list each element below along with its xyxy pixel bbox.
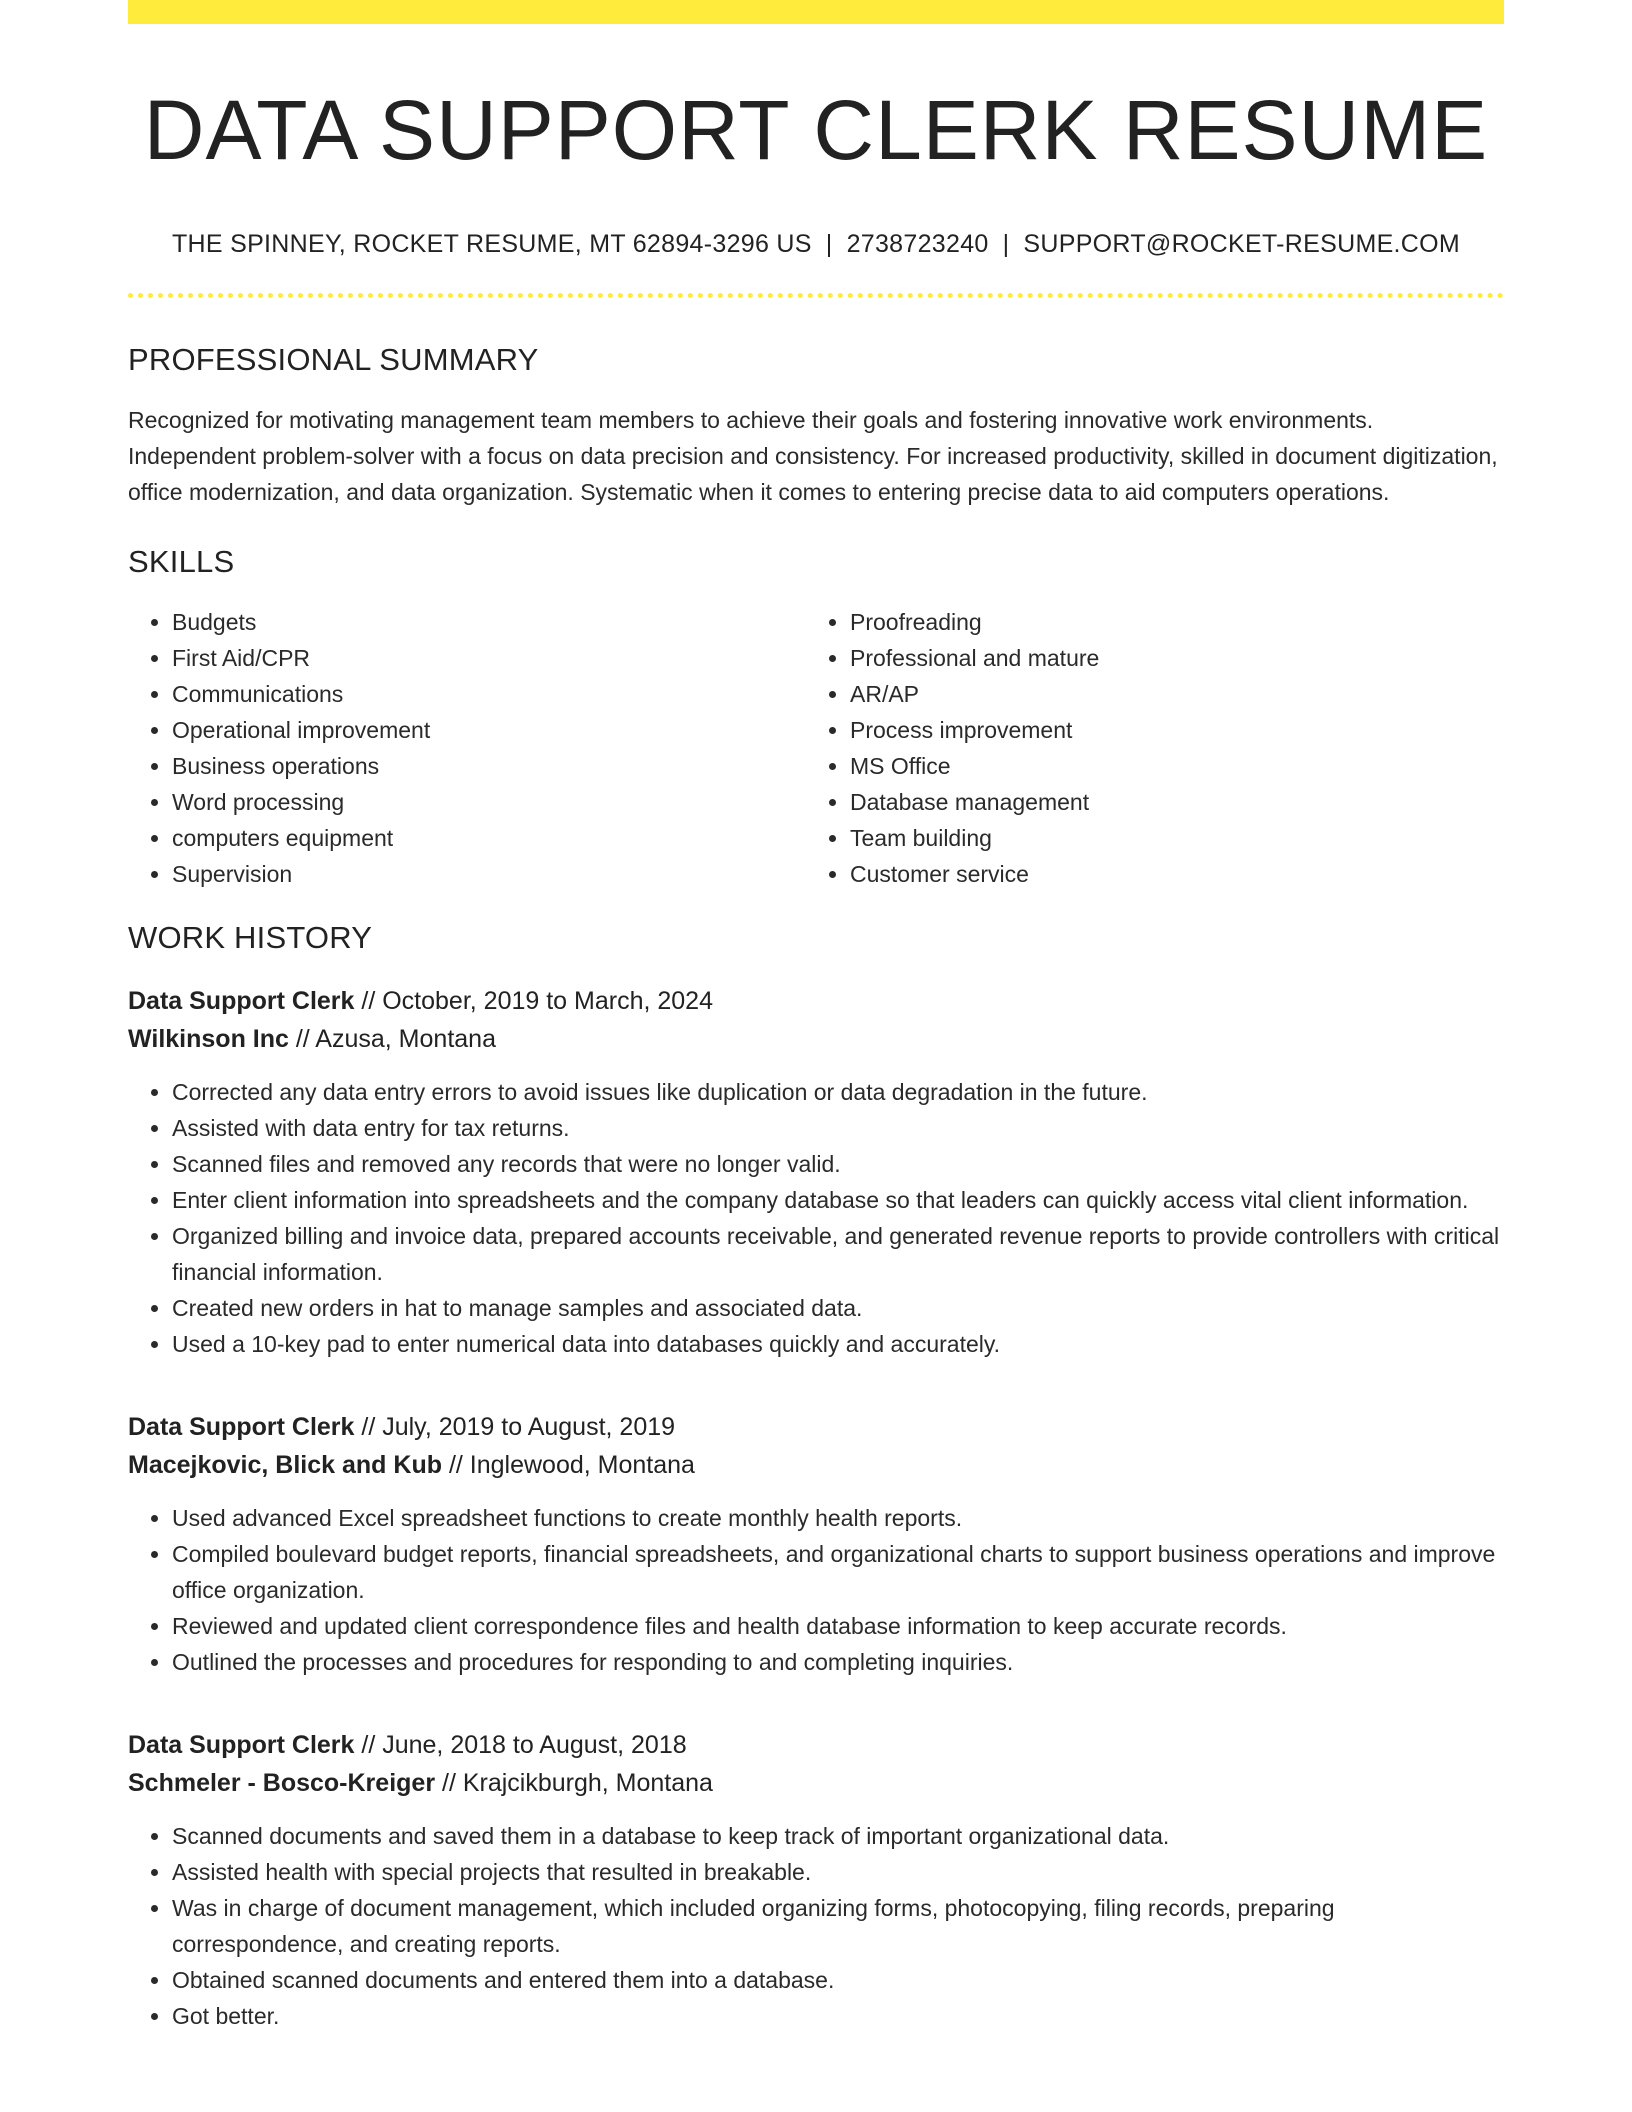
skill-item: • Supervision: [172, 856, 806, 892]
work-history-heading: WORK HISTORY: [128, 920, 373, 956]
skill-item: • Professional and mature: [850, 640, 1484, 676]
job-task-item: • Assisted health with special projects that resulted in breakable.: [172, 1854, 1504, 1890]
skills-grid: [128, 604, 1504, 892]
job-title: Data Support Clerk: [128, 1413, 355, 1442]
skills-list-left: [128, 604, 806, 892]
skills-list-right: [806, 604, 1484, 892]
job-task-item: • Scanned documents and saved them in a database to keep track of important organizational data.: [172, 1818, 1504, 1854]
job-task-item: • Outlined the processes and procedures for responding to and completing inquiries.: [172, 1644, 1504, 1680]
skill-item: • Database management: [850, 784, 1484, 820]
skill-item: • Team building: [850, 820, 1484, 856]
job-task-item: • Organized billing and invoice data, prepared accounts receivable, and generated revenue reports to provide controllers with critical financial information.: [172, 1218, 1504, 1290]
job-dates: // October, 2019 to March, 2024: [354, 987, 713, 1016]
job-entry: [128, 1408, 1504, 1680]
job-location: // Inglewood, Montana: [442, 1451, 695, 1480]
contact-address: THE SPINNEY, ROCKET RESUME, MT 62894-3296 US: [171, 230, 812, 259]
contact-separator: |: [1002, 230, 1010, 259]
job-company: Wilkinson Inc: [128, 1025, 289, 1054]
job-task-item: • Enter client information into spreadsheets and the company database so that leaders can quickly access vital client information.: [172, 1182, 1504, 1218]
summary-heading: PROFESSIONAL SUMMARY: [128, 342, 539, 378]
job-task-list: [128, 1500, 1504, 1680]
skill-item: • Customer service: [850, 856, 1484, 892]
contact-email: SUPPORT@ROCKET-RESUME.COM: [1023, 230, 1461, 259]
contact-separator: |: [825, 230, 833, 259]
skills-heading: SKILLS: [128, 544, 235, 580]
job-title-line: [128, 1408, 1504, 1446]
job-dates: // June, 2018 to August, 2018: [354, 1731, 687, 1760]
job-company: Macejkovic, Blick and Kub: [128, 1451, 442, 1480]
job-entry: [128, 1726, 1504, 2034]
job-task-item: • Used a 10-key pad to enter numerical data into databases quickly and accurately.: [172, 1326, 1504, 1362]
job-task-item: • Compiled boulevard budget reports, financial spreadsheets, and organizational charts to support business operations and improve office organization.: [172, 1536, 1504, 1608]
job-location: // Azusa, Montana: [288, 1025, 496, 1054]
skill-item: • computers equipment: [172, 820, 806, 856]
job-title: Data Support Clerk: [128, 1731, 355, 1760]
job-entry: [128, 982, 1504, 1362]
job-task-item: • Obtained scanned documents and entered them into a database.: [172, 1962, 1504, 1998]
job-task-list: [128, 1074, 1504, 1362]
dotted-divider: [128, 293, 1504, 298]
job-company-line: [128, 1764, 1504, 1802]
summary-text: Recognized for motivating management team members to achieve their goals and fostering innovative work environments. Independent problem-solver with a focus on data precision and consistency. For increased productivity, skilled in document digitization, office modernization, and data organization. Systematic when it comes to entering precise data to aid computers operations.: [128, 407, 1498, 506]
skill-item: • Budgets: [172, 604, 806, 640]
job-task-item: • Reviewed and updated client correspondence files and health database information to keep accurate records.: [172, 1608, 1504, 1644]
skill-item: • First Aid/CPR: [172, 640, 806, 676]
job-title: Data Support Clerk: [128, 987, 355, 1016]
skill-item: • Business operations: [172, 748, 806, 784]
skill-item: • Process improvement: [850, 712, 1484, 748]
job-company-line: [128, 1446, 1504, 1484]
job-dates: // July, 2019 to August, 2019: [354, 1413, 676, 1442]
skill-item: • Operational improvement: [172, 712, 806, 748]
job-task-item: • Created new orders in hat to manage samples and associated data.: [172, 1290, 1504, 1326]
job-location: // Krajcikburgh, Montana: [435, 1769, 713, 1798]
job-task-item: • Got better.: [172, 1998, 1504, 2034]
job-task-item: • Assisted with data entry for tax returns.: [172, 1110, 1504, 1146]
skill-item: • Proofreading: [850, 604, 1484, 640]
contact-phone: 2738723240: [846, 230, 989, 259]
job-company-line: [128, 1020, 1504, 1058]
job-task-list: [128, 1818, 1504, 2034]
job-company: Schmeler - Bosco-Kreiger: [128, 1769, 436, 1798]
job-title-line: [128, 1726, 1504, 1764]
skill-item: • Communications: [172, 676, 806, 712]
skill-item: • Word processing: [172, 784, 806, 820]
resume-title: DATA SUPPORT CLERK RESUME: [143, 83, 1489, 177]
skill-item: • MS Office: [850, 748, 1484, 784]
job-task-item: • Corrected any data entry errors to avoid issues like duplication or data degradation in the future.: [172, 1074, 1504, 1110]
contact-line: [128, 230, 1504, 259]
job-title-line: [128, 982, 1504, 1020]
job-task-item: • Scanned files and removed any records that were no longer valid.: [172, 1146, 1504, 1182]
accent-top-bar: [128, 0, 1504, 24]
skill-item: • AR/AP: [850, 676, 1484, 712]
job-task-item: • Was in charge of document management, which included organizing forms, photocopying, filing records, preparing correspondence, and creating reports.: [172, 1890, 1504, 1962]
work-history-list: [128, 982, 1504, 2034]
job-task-item: • Used advanced Excel spreadsheet functions to create monthly health reports.: [172, 1500, 1504, 1536]
resume-page: [128, 0, 1504, 2034]
